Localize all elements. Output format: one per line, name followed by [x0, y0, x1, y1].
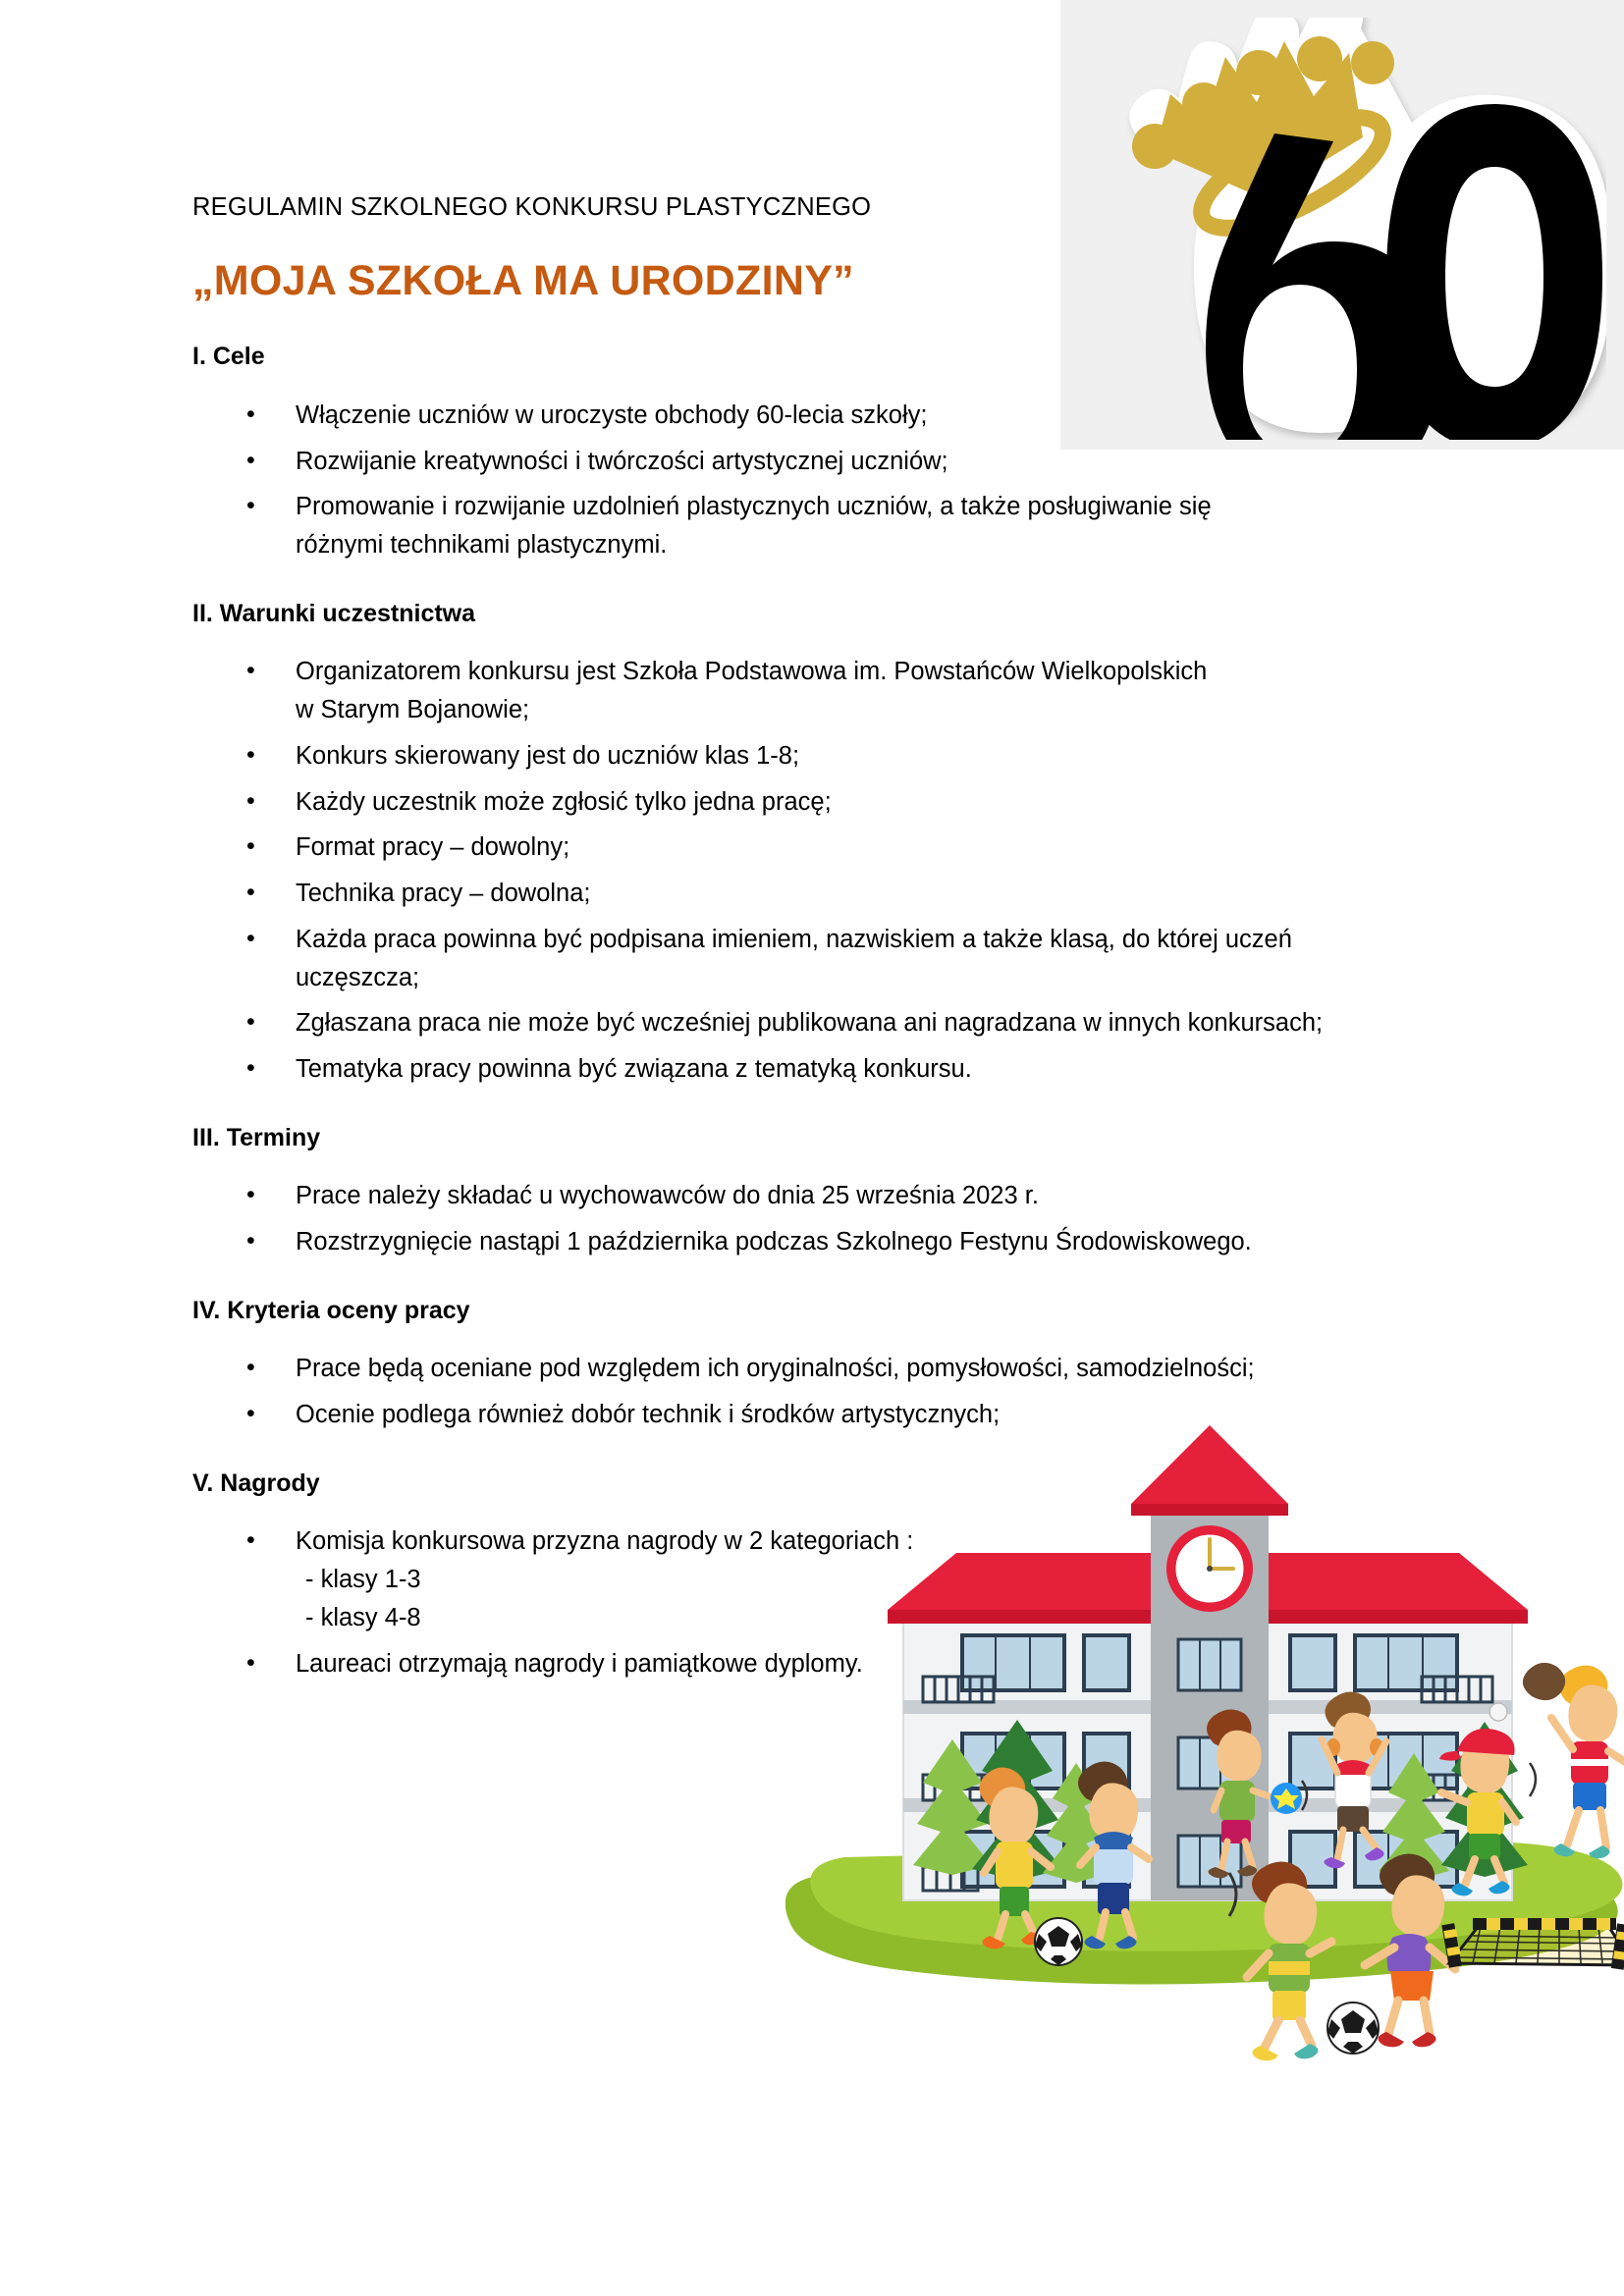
section-nagrody: [192, 1468, 1439, 1683]
list-item-text: Zgłaszana praca nie może być wcześniej publikowana ani nagradzana w innych konkursach;: [296, 1009, 1324, 1038]
list-item: [192, 443, 1439, 481]
list-item: [192, 1396, 1439, 1434]
list-item-text: Rozstrzygnięcie nastąpi 1 października podczas Szkolnego Festynu Środowiskowego.: [296, 1228, 1252, 1256]
page-title: „MOJA SZKOŁA MA URODZINY”: [192, 256, 854, 304]
list-item: [192, 1004, 1439, 1042]
section-heading-warunki-uczestnictwa: II. Warunki uczestnictwa: [192, 599, 476, 627]
list-item-continuation: uczęszcza;: [296, 963, 420, 991]
soccer-ball-left: [1035, 1918, 1082, 1965]
list-item-text: Tematyka pracy powinna być związana z tematyką konkursu.: [296, 1055, 972, 1084]
bullet-list-nagrody: [192, 1522, 1439, 1682]
list-item-text: Konkurs skierowany jest do uczniów klas 1-8;: [296, 741, 800, 770]
section-terminy: [192, 1122, 1439, 1261]
list-item-text: Format pracy – dowolny;: [296, 833, 570, 862]
list-item-text: Prace będą oceniane pod względem ich oryginalności, pomysłowości, samodzielności;: [296, 1355, 1255, 1383]
list-item: [192, 1522, 1439, 1636]
section-kryteria-oceny-pracy: [192, 1295, 1439, 1434]
section-heading-cele: I. Cele: [192, 343, 265, 371]
list-item: [192, 653, 1439, 729]
document-kicker: REGULAMIN SZKOLNEGO KONKURSU PLASTYCZNEGO: [192, 193, 872, 221]
section-heading-terminy: III. Terminy: [192, 1123, 321, 1151]
list-item-text: Prace należy składać u wychowawców do dnia 25 września 2023 r.: [296, 1182, 1039, 1210]
list-item: [192, 875, 1439, 913]
list-item-text: Laureaci otrzymają nagrody i pamiątkowe dyplomy.: [296, 1649, 863, 1678]
list-item: [192, 921, 1439, 997]
list-item-text: Organizatorem konkursu jest Szkoła Podstawowa im. Powstańców Wielkopolskich: [296, 658, 1208, 686]
soccer-ball-center: [1327, 2002, 1379, 2054]
list-item: [192, 1177, 1439, 1215]
list-item: [192, 1223, 1439, 1261]
sections-container: [192, 341, 1439, 1682]
list-item-subitem: - klasy 4-8: [305, 1603, 421, 1631]
list-item: [192, 1350, 1439, 1388]
list-item-text: Włączenie uczniów w uroczyste obchody 60-lecia szkoły;: [296, 400, 928, 429]
list-item-text: Każda praca powinna być podpisana imieniem, nazwiskiem a także klasą, do której uczeń: [296, 925, 1292, 953]
list-item-continuation: różnymi technikami plastycznymi.: [296, 531, 668, 560]
list-item-text: Ocenie podlega również dobór technik i środków artystycznych;: [296, 1401, 1001, 1429]
list-item: [192, 1645, 1439, 1683]
list-item-text: Komisja konkursowa przyzna nagrody w 2 kategoriach :: [296, 1527, 914, 1556]
bullet-list-terminy: [192, 1177, 1439, 1261]
list-item-text: Technika pracy – dowolna;: [296, 880, 591, 908]
list-item-continuation: w Starym Bojanowie;: [296, 696, 530, 724]
list-item: [192, 397, 1439, 435]
bullet-list-cele: [192, 397, 1439, 564]
document-body: [192, 192, 1439, 1716]
list-item: [192, 737, 1439, 775]
list-item-text: Promowanie i rozwijanie uzdolnień plastycznych uczniów, a także posługiwanie się: [296, 493, 1212, 521]
section-heading-nagrody: V. Nagrody: [192, 1468, 320, 1497]
section-heading-kryteria-oceny-pracy: IV. Kryteria oceny pracy: [192, 1296, 470, 1324]
list-item: [192, 488, 1439, 564]
list-item: [192, 1050, 1439, 1089]
section-warunki-uczestnictwa: [192, 598, 1439, 1089]
list-item: [192, 828, 1439, 867]
list-item-text: Każdy uczestnik może zgłosić tylko jedna pracę;: [296, 787, 832, 816]
bullet-list-warunki-uczestnictwa: [192, 653, 1439, 1089]
list-item-subitem: - klasy 1-3: [305, 1566, 421, 1594]
list-item-text: Rozwijanie kreatywności i twórczości artystycznej uczniów;: [296, 447, 948, 475]
bullet-list-kryteria-oceny-pracy: [192, 1350, 1439, 1434]
section-cele: [192, 341, 1439, 564]
list-item: [192, 783, 1439, 822]
